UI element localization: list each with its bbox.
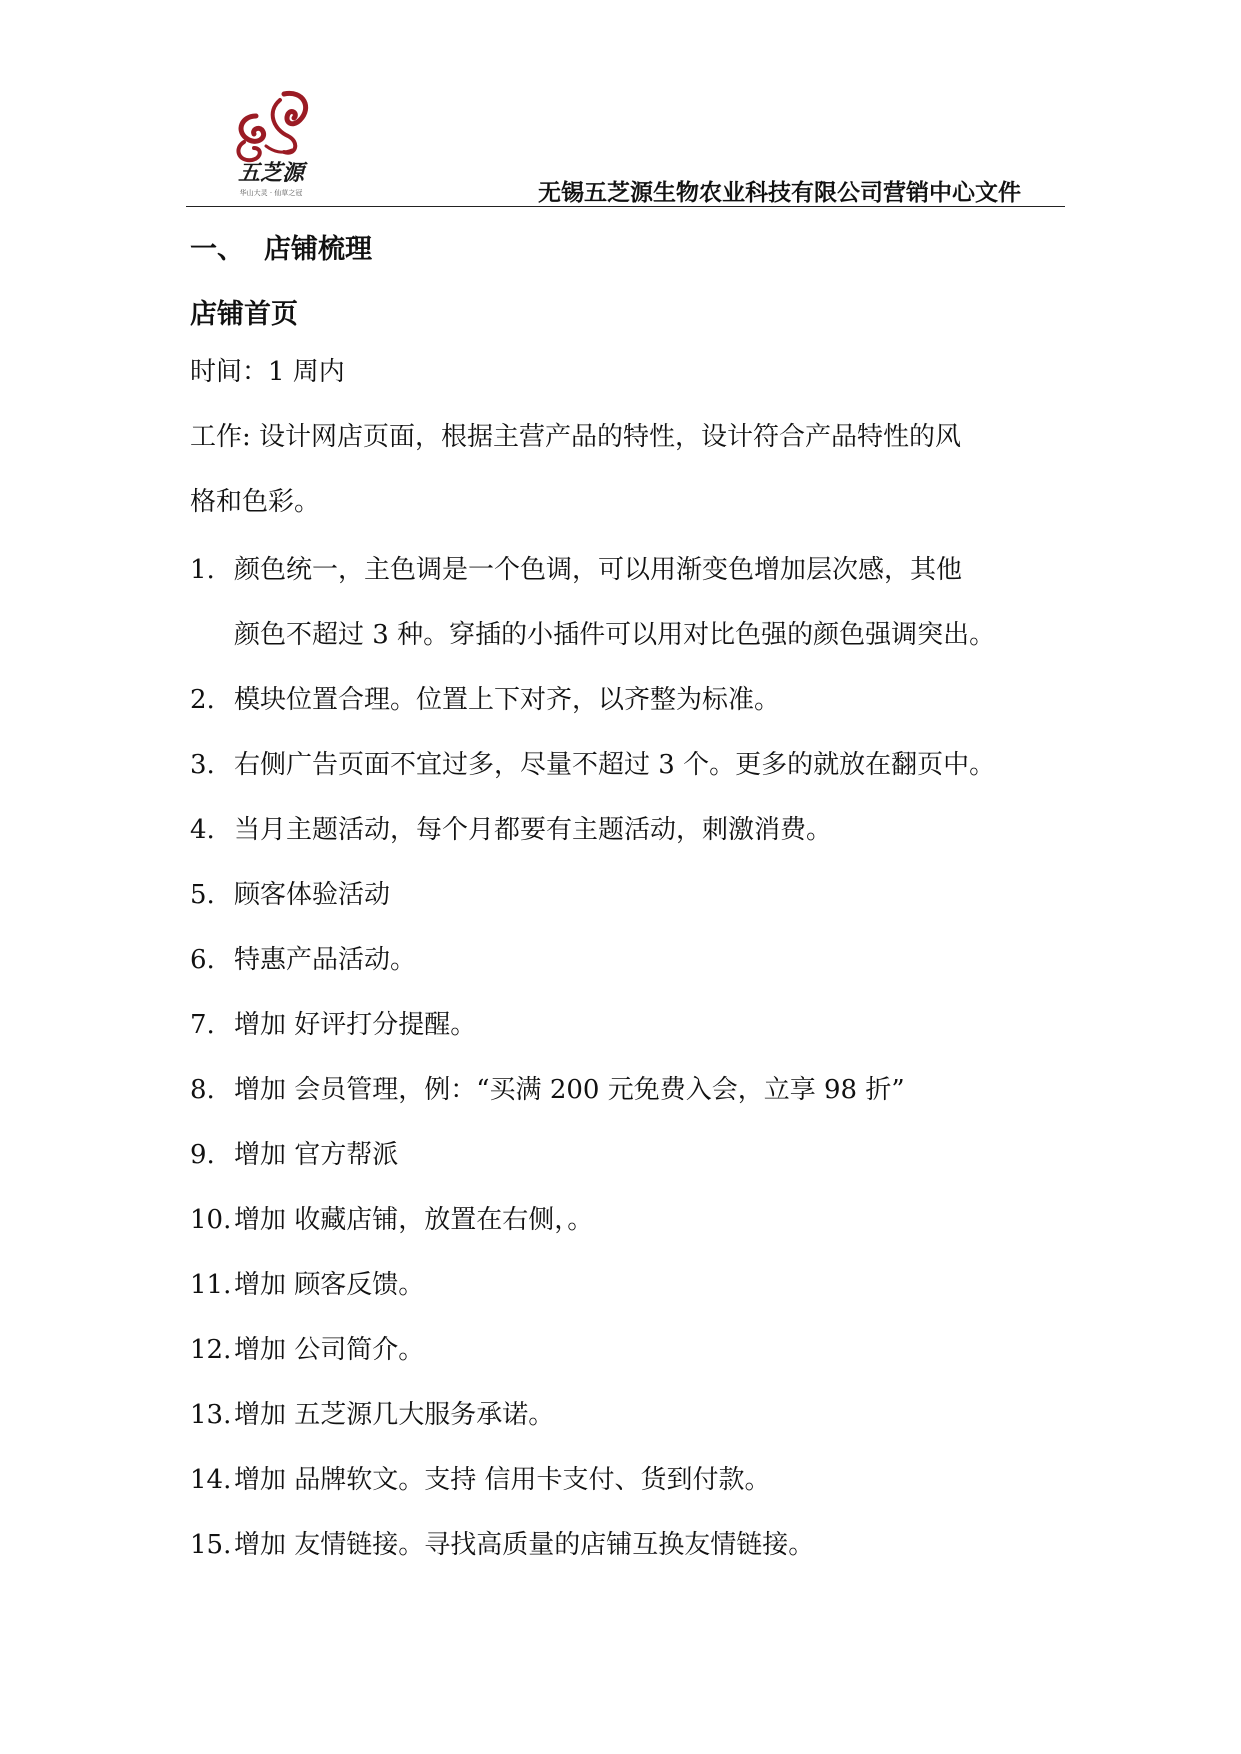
list-item <box>190 668 995 733</box>
logo-text: 五芝源 <box>237 160 305 186</box>
list-item-number: 5. <box>190 880 215 910</box>
list-item-text: 增加 品牌软文。支持 信用卡支付、货到付款。 <box>234 1465 771 1495</box>
list-item-text: 增加 会员管理，例：“买满 200 元免费入会，立享 98 折” <box>234 1075 905 1105</box>
list-item <box>190 733 995 798</box>
list-item-text: 模块位置合理。位置上下对齐，以齐整为标准。 <box>234 685 781 715</box>
logo-swirl-icon <box>226 86 316 200</box>
list-item-number: 2. <box>190 685 215 715</box>
list-item-number: 11. <box>190 1270 232 1300</box>
header-title: 无锡五芝源生物农业科技有限公司营销中心文件 <box>538 180 1021 206</box>
list-item-number: 8. <box>190 1075 215 1105</box>
list-item-number: 6. <box>190 945 215 975</box>
list-item-text: 增加 收藏店铺，放置在右侧，。 <box>234 1205 594 1235</box>
list-item-text: 右侧广告页面不宜过多，尽量不超过 3 个。更多的就放在翻页中。 <box>234 750 996 780</box>
list-item-text: 特惠产品活动。 <box>234 945 417 975</box>
list-item <box>190 1318 995 1383</box>
list-item-text: 颜色不超过 3 种。穿插的小插件可以用对比色强的颜色强调突出。 <box>234 620 996 650</box>
document-header <box>186 86 1065 208</box>
list-item-continuation <box>190 603 995 668</box>
work-line-2: 格和色彩。 <box>190 487 321 517</box>
list-item <box>190 1513 995 1578</box>
list-item-text: 颜色统一，主色调是一个色调，可以用渐变色增加层次感，其他 <box>234 555 963 585</box>
section-title: 店铺梳理 <box>264 234 372 265</box>
list-item-text: 增加 五芝源几大服务承诺。 <box>234 1400 555 1430</box>
list-item-number: 7. <box>190 1010 215 1040</box>
list-item <box>190 993 995 1058</box>
work-line-1: 工作: 设计网店页面，根据主营产品的特性，设计符合产品特性的风 <box>190 422 962 452</box>
subsection-heading: 店铺首页 <box>190 299 298 330</box>
list-item <box>190 798 995 863</box>
list-item-text: 当月主题活动，每个月都要有主题活动，刺激消费。 <box>234 815 833 845</box>
list-item <box>190 1253 995 1318</box>
list-item <box>190 538 995 603</box>
list-item <box>190 1448 995 1513</box>
list-item-text: 增加 公司简介。 <box>234 1335 425 1365</box>
list-item <box>190 1058 995 1123</box>
list-item-text: 增加 好评打分提醒。 <box>234 1010 477 1040</box>
list-item <box>190 1188 995 1253</box>
header-divider <box>186 206 1065 207</box>
requirements-list <box>190 538 995 1578</box>
time-line: 时间：1 周内 <box>190 357 345 387</box>
list-item-number: 14. <box>190 1465 232 1495</box>
list-item-number: 12. <box>190 1335 232 1365</box>
list-item-number: 1. <box>190 555 215 585</box>
list-item <box>190 1123 995 1188</box>
list-item-text: 增加 官方帮派 <box>234 1140 399 1170</box>
list-item-text: 增加 顾客反馈。 <box>234 1270 425 1300</box>
list-item <box>190 1383 995 1448</box>
list-item-number: 13. <box>190 1400 232 1430</box>
logo-tagline: 华山大灵 · 仙草之冠 <box>239 189 303 197</box>
section-heading <box>190 227 372 266</box>
list-item-number: 9. <box>190 1140 215 1170</box>
list-item-number: 4. <box>190 815 215 845</box>
company-logo <box>226 86 316 200</box>
list-item-text: 增加 友情链接。寻找高质量的店铺互换友情链接。 <box>234 1530 815 1560</box>
list-item-number: 10. <box>190 1205 232 1235</box>
list-item <box>190 928 995 993</box>
list-item-number: 15. <box>190 1530 232 1560</box>
list-item-text: 顾客体验活动 <box>234 880 391 910</box>
list-item-number: 3. <box>190 750 215 780</box>
list-item <box>190 863 995 928</box>
section-number: 一、 <box>190 234 244 265</box>
